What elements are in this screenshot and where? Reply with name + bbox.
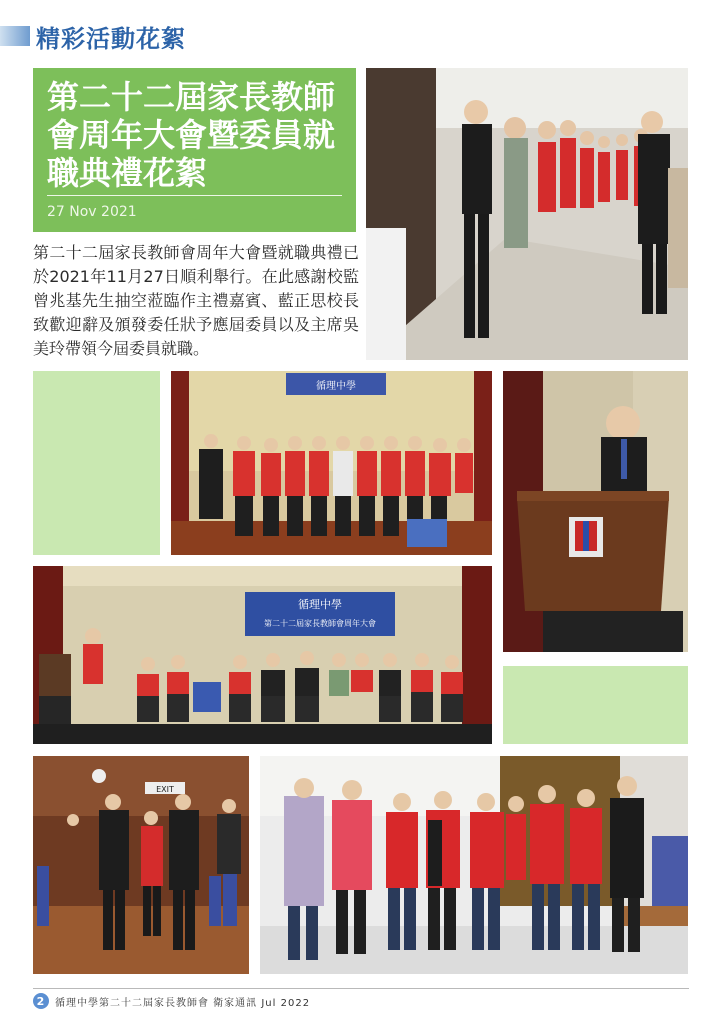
hero-title-box [33, 68, 356, 232]
section-accent-bar [0, 26, 30, 46]
footer-text: 循理中學第二十二屆家長教師會 衛家通訊 Jul 2022 [55, 997, 311, 1009]
stage-banner-text: 循理中學 [316, 381, 356, 392]
photo-committee-group-image [260, 756, 688, 974]
green-block-right [503, 666, 688, 744]
article-body: 第二十二屆家長教師會周年大會暨就職典禮已於2021年11月27日順利舉行。在此感謝校監曾兆基先生抽空蒞臨作主禮嘉賓、藍正思校長致歡迎辭及頒發委任狀予應屆委員以及主席吳美玲帶領今屆委員就職。 [33, 243, 359, 358]
hero-date: 27 Nov 2021 [47, 204, 137, 220]
photo-speaker-podium [503, 371, 688, 652]
green-block-left [33, 371, 160, 555]
photo-speaker-podium-image [503, 371, 688, 652]
section-title: 精彩活動花絮 [36, 24, 186, 53]
photo-stage-seated [33, 566, 492, 744]
photo-procession-image [33, 756, 249, 974]
photo-hallway-group [366, 68, 688, 360]
hero-title: 第二十二屆家長教師會周年大會暨委員就職典禮花絮 [47, 78, 336, 192]
hero-divider [47, 195, 342, 196]
exit-sign-text: EXIT [156, 785, 174, 794]
photo-committee-group [260, 756, 688, 974]
page-footer [33, 993, 310, 1009]
photo-procession [33, 756, 249, 974]
stage-banner-line2: 第二十二屆家長教師會周年大會 [264, 619, 376, 628]
stage-banner-line1: 循理中學 [298, 598, 342, 611]
photo-hallway-group-image [366, 68, 688, 360]
section-header [0, 14, 186, 58]
footer-divider [33, 988, 689, 989]
photo-stage-group [171, 371, 492, 555]
page-number: 2 [33, 993, 49, 1009]
photo-stage-seated-image [33, 566, 492, 744]
photo-stage-group-image [171, 371, 492, 555]
